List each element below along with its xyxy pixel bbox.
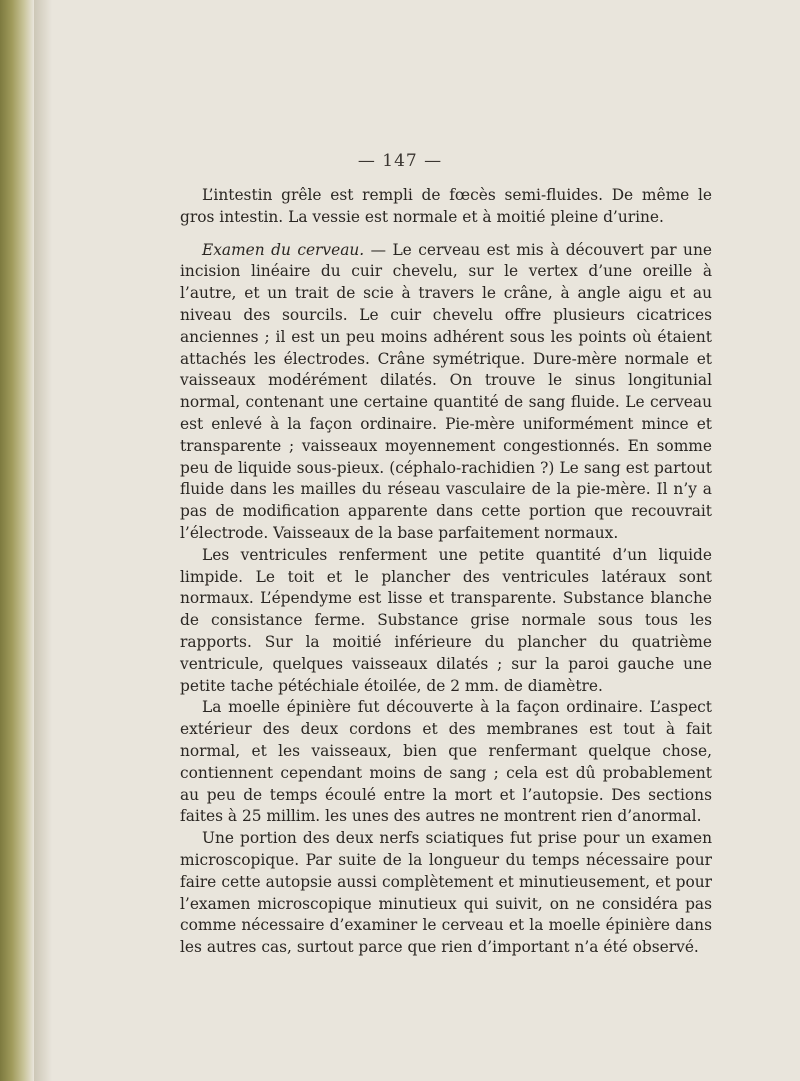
paragraph-ventricules xyxy=(180,545,712,698)
paragraph-text: Une portion des deux nerfs sciatiques fut prise pour un examen microscopique. Par suite de la longueur du temps nécessaire pour faire cette autopsie aussi complètement et minutieusement, et pour l’examen microscopique minutieux qui suivit, on ne considéra pas comme nécessaire d’examiner le cerveau et la moelle épinière dans les autres cas, surtout parce que rien d’important n’a été observé. xyxy=(180,829,712,957)
section-heading: Examen du cerveau. xyxy=(202,240,365,259)
paragraph-text: — Le cerveau est mis à découvert par une incision linéaire du cuir chevelu, sur le vertex d’une oreille à l’autre, et un trait de scie à travers le crâne, à angle aigu et au niveau des sourcils. Le cuir chevelu offre plusieurs cicatrices anciennes ; il est un peu moins adhérent sous les points où étaient attachés les électrodes. Crâne symétrique. Dure-mère normale et vaisseaux modérément dilatés. On trouve le sinus longitunial normal, contenant une certaine quantité de sang fluide. Le cerveau est enlevé à la façon ordinaire. Pie-mère uniformément mince et transparente ; vaisseaux moyennement congestionnés. En somme peu de liquide sous-pieux. (céphalo-rachidien ?) Le sang est partout fluide dans les mailles du réseau vasculaire de la pie-mère. Il n’y a pas de modification apparente dans cette portion que recouvrait l’électrode. Vaisseaux de la base parfaitement normaux. xyxy=(180,240,712,542)
body-text xyxy=(180,185,712,959)
paragraph-examen-cerveau xyxy=(180,240,712,545)
paragraph-text: La moelle épinière fut découverte à la façon ordinaire. L’aspect extérieur des deux cordons et des membranes est tout à fait normal, et les vaisseaux, bien que renfermant quelque chose, contiennent cependant moins de sang ; cela est dû probablement au peu de temps écoulé entre la mort et l’autopsie. Des sections faites à 25 millim. les unes des autres ne montrent rien d’anormal. xyxy=(180,698,712,826)
paragraph-text: L’intestin grêle est rempli de fœcès semi-fluides. De même le gros intestin. La vessie est normale et à moitié pleine d’urine. xyxy=(180,186,712,226)
paragraph-intestin xyxy=(180,185,712,229)
paragraph-moelle xyxy=(180,697,712,828)
paragraph-nerfs-sciatiques xyxy=(180,828,712,959)
paragraph-text: Les ventricules renferment une petite quantité d’un liquide limpide. Le toit et le plancher des ventricules latéraux sont normaux. L’épendyme est lisse et transparente. Substance blanche de consistance ferme. Substance grise normale sous tous les rapports. Sur la moitié inférieure du plancher du quatrième ventricule, quelques vaisseaux dilatés ; sur la paroi gauche une petite tache pétéchiale étoilée, de 2 mm. de diamètre. xyxy=(180,545,712,695)
page-number: — 147 — xyxy=(357,151,443,171)
